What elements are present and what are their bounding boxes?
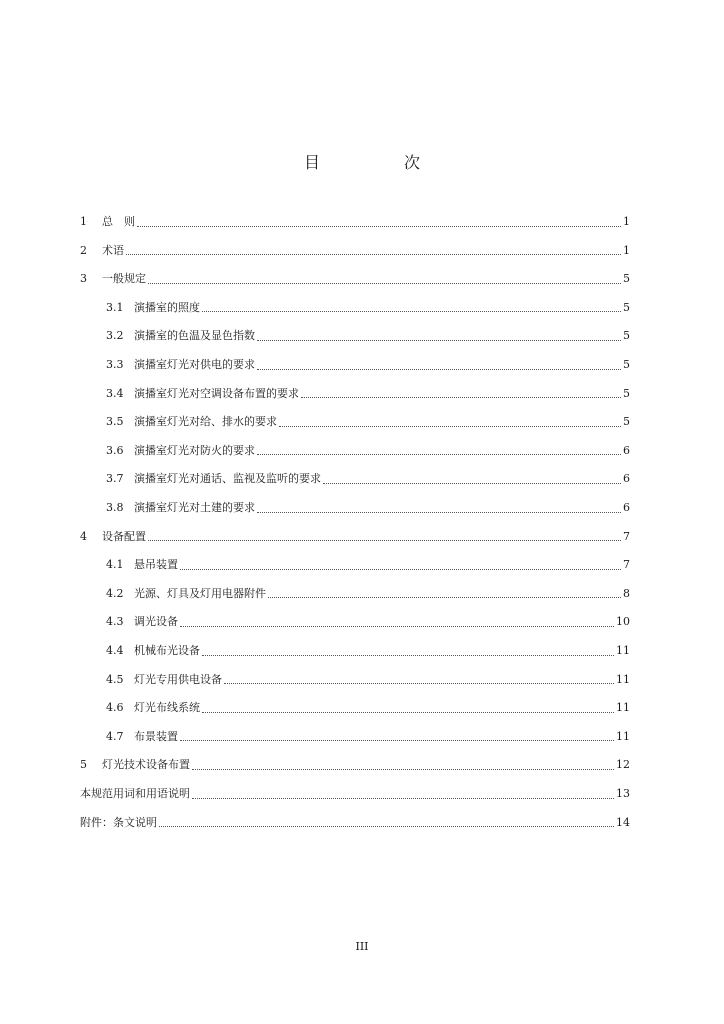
toc-entry-label: 演播室的照度 xyxy=(134,300,200,314)
page-title: 目 次 xyxy=(303,153,454,172)
toc-entry-label: 机械布光设备 xyxy=(134,644,200,657)
toc-entry-label: 悬吊装置 xyxy=(134,558,178,572)
toc-entry-page: 6 xyxy=(623,501,630,514)
toc-entry[interactable] xyxy=(106,698,630,718)
toc-entry-page: 6 xyxy=(623,443,630,457)
toc-entry-number: 2 xyxy=(80,243,87,257)
toc-entry-number: 4.2 xyxy=(106,586,124,600)
toc-entry-page: 8 xyxy=(623,586,630,600)
toc-entry-label: 演播室灯光对空调设备布置的要求 xyxy=(134,386,299,400)
toc-entry-label: 演播室灯光对给、排水的要求 xyxy=(134,415,277,429)
toc-entry-number: 3.4 xyxy=(106,386,124,400)
toc-entry-label: 演播室灯光对防火的要求 xyxy=(134,443,255,457)
toc-entry-page: 6 xyxy=(623,472,630,486)
toc-entry-number: 3.6 xyxy=(106,443,124,457)
toc-leader-dots xyxy=(323,483,621,484)
toc-entry[interactable] xyxy=(80,269,630,289)
toc-entry-label: 调光设备 xyxy=(134,615,178,629)
toc-entry-label: 演播室灯光对供电的要求 xyxy=(134,358,255,371)
toc-entry-page: 5 xyxy=(623,329,630,343)
toc-entry[interactable] xyxy=(106,498,630,518)
toc-leader-dots xyxy=(202,655,614,656)
toc-leader-dots xyxy=(192,769,614,770)
toc-entry-number: 4.6 xyxy=(106,701,124,715)
toc-leader-dots xyxy=(180,740,614,741)
toc-leader-dots xyxy=(268,597,621,598)
toc-entry-label: 光源、灯具及灯用电器附件 xyxy=(134,586,266,600)
toc-entry[interactable] xyxy=(106,727,630,747)
toc-entry[interactable] xyxy=(106,412,630,432)
toc-entry-page: 11 xyxy=(616,729,630,743)
toc-entry-number: 4.7 xyxy=(106,729,124,743)
toc-entry-page: 5 xyxy=(623,386,630,400)
toc-entry-number: 3.1 xyxy=(106,300,124,314)
toc-entry[interactable] xyxy=(106,612,630,632)
toc-entry-label: 布景装置 xyxy=(134,729,178,743)
toc-entry-label: 一般规定 xyxy=(102,272,146,286)
toc-entry[interactable] xyxy=(106,555,630,575)
toc-entry-label: 本规范用词和用语说明 xyxy=(80,787,190,800)
toc-entry-number: 5 xyxy=(80,758,87,772)
toc-leader-dots xyxy=(257,340,621,341)
toc-entry-number: 4.4 xyxy=(106,644,124,657)
toc-leader-dots xyxy=(257,512,621,513)
toc-leader-dots xyxy=(148,540,621,541)
toc-entry-label: 术语 xyxy=(102,243,124,257)
toc-entry-number: 3.7 xyxy=(106,472,124,486)
toc-leader-dots xyxy=(301,397,621,398)
toc-entry-page: 5 xyxy=(623,272,630,286)
toc-entry-page: 1 xyxy=(623,243,630,257)
toc-entry-page: 11 xyxy=(616,701,630,715)
toc-entry-number: 3 xyxy=(80,272,87,286)
toc-leader-dots xyxy=(257,369,621,370)
toc-leader-dots xyxy=(148,283,621,284)
toc-entry[interactable] xyxy=(80,784,630,804)
toc-leader-dots xyxy=(159,826,614,827)
toc-entry-page: 13 xyxy=(616,787,630,800)
toc-entry-number: 3.8 xyxy=(106,501,124,514)
toc-entry-page: 10 xyxy=(616,615,630,629)
toc-entry-number: 4.3 xyxy=(106,615,124,629)
toc-entry-page: 14 xyxy=(616,815,630,829)
toc-leader-dots xyxy=(202,311,621,312)
toc-entry-label: 演播室灯光对通话、监视及监听的要求 xyxy=(134,472,321,486)
toc-entry[interactable] xyxy=(106,355,630,375)
toc-entry-number: 3.3 xyxy=(106,358,124,371)
toc-entry-label: 演播室灯光对土建的要求 xyxy=(134,501,255,514)
page-number-footer: III xyxy=(355,940,369,953)
toc-entry-number: 3.2 xyxy=(106,329,124,343)
toc-entry-number: 3.5 xyxy=(106,415,124,429)
toc-entry-page: 12 xyxy=(616,758,630,772)
toc-entry-label: 附件：条文说明 xyxy=(80,815,157,829)
toc-entry-label: 灯光布线系统 xyxy=(134,701,200,715)
toc-entry-page: 7 xyxy=(623,529,630,543)
toc-entry[interactable] xyxy=(106,584,630,604)
toc-entry-number: 4.1 xyxy=(106,558,124,572)
toc-entry[interactable] xyxy=(80,527,630,547)
toc-entry[interactable] xyxy=(80,241,630,261)
toc-entry[interactable] xyxy=(106,641,630,661)
toc-leader-dots xyxy=(180,569,621,570)
toc-entry-number: 4 xyxy=(80,529,87,543)
toc-entry[interactable] xyxy=(106,298,630,318)
toc-entry-page: 7 xyxy=(623,558,630,572)
toc-leader-dots xyxy=(279,426,621,427)
toc-leader-dots xyxy=(202,712,614,713)
toc-entry-label: 设备配置 xyxy=(102,529,146,543)
toc-leader-dots xyxy=(192,798,614,799)
toc-leader-dots xyxy=(137,226,621,227)
toc-leader-dots xyxy=(126,254,621,255)
toc-leader-dots xyxy=(224,683,614,684)
toc-entry[interactable] xyxy=(106,326,630,346)
toc-entry-page: 5 xyxy=(623,358,630,371)
toc-entry-label: 演播室的色温及显色指数 xyxy=(134,329,255,343)
toc-entry-label: 灯光技术设备布置 xyxy=(102,758,190,772)
toc-entry[interactable] xyxy=(106,469,630,489)
toc-entry[interactable] xyxy=(106,670,630,690)
toc-entry[interactable] xyxy=(80,755,630,775)
toc-entry-page: 1 xyxy=(623,215,630,228)
toc-entry-label: 总 则 xyxy=(102,215,135,228)
toc-entry-page: 11 xyxy=(616,672,630,686)
toc-leader-dots xyxy=(180,626,614,627)
toc-entry-number: 4.5 xyxy=(106,672,124,686)
toc-entry-number: 1 xyxy=(80,215,87,228)
toc-entry-page: 5 xyxy=(623,300,630,314)
toc-entry[interactable] xyxy=(106,441,630,461)
toc-entry-page: 5 xyxy=(623,415,630,429)
toc-leader-dots xyxy=(257,454,621,455)
toc-entry[interactable] xyxy=(80,212,630,232)
toc-entry[interactable] xyxy=(80,813,630,833)
toc-entry-label: 灯光专用供电设备 xyxy=(134,672,222,686)
toc-entry[interactable] xyxy=(106,384,630,404)
toc-entry-page: 11 xyxy=(616,644,630,657)
